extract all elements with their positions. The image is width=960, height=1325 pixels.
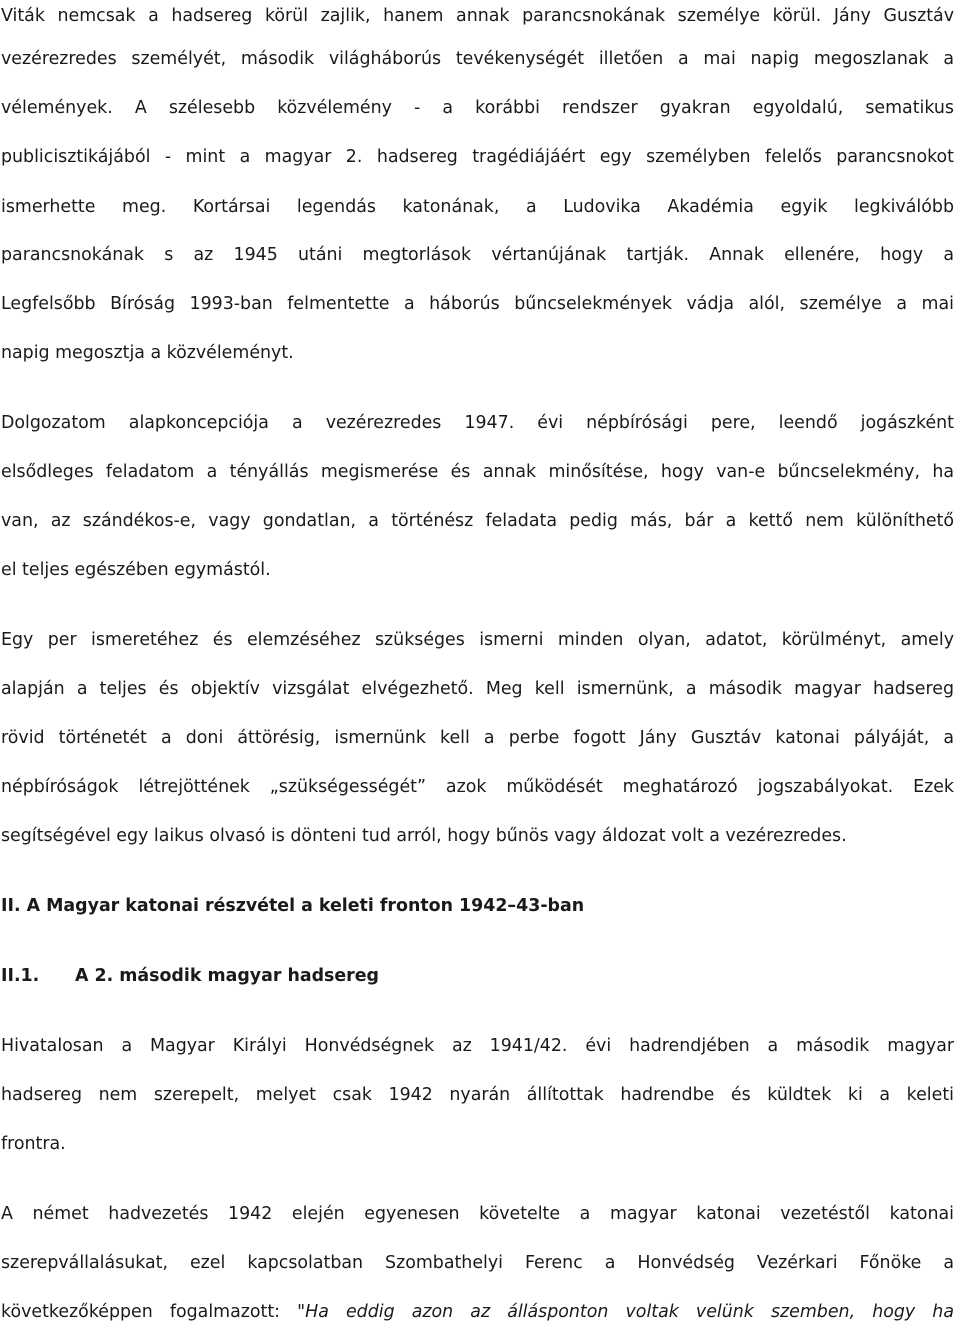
paragraph-3-line-5: segítségével egy laikus olvasó is dönteni tud arról, hogy bűnös vagy áldozat volt a vezérezredes. (1, 826, 847, 846)
paragraph-1-line-7: Legfelsőbb Bíróság 1993-ban felmentette a háborús bűncselekmények vádja alól, személye a mai (1, 294, 954, 314)
quote-text: "Ha eddig azon az állásponton voltak velünk szemben, hogy ha (297, 1302, 954, 1322)
paragraph-1-line-4: publicisztikájából - mint a magyar 2. hadsereg tragédiájáért egy személyben felelős parancsnokot (1, 147, 954, 167)
paragraph-2-line-3: van, az szándékos-e, vagy gondatlan, a történész feladata pedig más, bár a kettő nem különíthető (1, 511, 954, 531)
paragraph-5-line-3 (1, 1300, 954, 1324)
paragraph-3-line-3: rövid történetét a doni áttörésig, ismernünk kell a perbe fogott Jány Gusztáv katonai pályáját, a (1, 728, 954, 748)
section-heading: II. A Magyar katonai részvétel a keleti fronton 1942–43-ban (1, 896, 585, 916)
paragraph-1-line-5: ismerhette meg. Kortársai legendás katonának, a Ludovika Akadémia egyik legkiválóbb (1, 197, 954, 217)
subsection-title: A 2. második magyar hadsereg (75, 966, 379, 986)
quote-intro: következőképpen fogalmazott: (1, 1302, 298, 1322)
paragraph-2-line-2: elsődleges feladatom a tényállás megismerése és annak minősítése, hogy van-e bűncselekmény, ha (1, 462, 954, 482)
paragraph-4-line-3: frontra. (1, 1134, 66, 1154)
paragraph-4-line-2: hadsereg nem szerepelt, melyet csak 1942 nyarán állítottak hadrendbe és küldtek ki a keleti (1, 1085, 954, 1105)
paragraph-1-line-3: vélemények. A szélesebb közvélemény - a korábbi rendszer gyakran egyoldalú, sematikus (1, 98, 954, 118)
paragraph-5-line-2: szerepvállalásukat, ezel kapcsolatban Szombathelyi Ferenc a Honvédség Vezérkari Főnöke a (1, 1253, 954, 1273)
paragraph-1-line-6: parancsnokának s az 1945 utáni megtorlások vértanújának tartják. Annak ellenére, hogy a (1, 245, 954, 265)
paragraph-3-line-2: alapján a teljes és objektív vizsgálat elvégezhető. Meg kell ismernünk, a második magyar hadsereg (1, 679, 954, 699)
paragraph-3-line-4: népbíróságok létrejöttének „szükségességét” azok működését meghatározó jogszabályokat. Ezek (1, 777, 954, 797)
paragraph-4-line-1: Hivatalosan a Magyar Királyi Honvédségnek az 1941/42. évi hadrendjében a második magyar (1, 1036, 954, 1056)
paragraph-1-line-2: vezérezredes személyét, második világháborús tevékenységét illetően a mai napig megoszlanak a (1, 49, 954, 69)
paragraph-1-line-8: napig megosztja a közvéleményt. (1, 343, 294, 363)
subsection-heading (1, 964, 954, 988)
paragraph-1-line-1: Viták nemcsak a hadsereg körül zajlik, hanem annak parancsnokának személye körül. Jány Gusztáv (1, 6, 954, 26)
paragraph-3-line-1: Egy per ismeretéhez és elemzéséhez szükséges ismerni minden olyan, adatot, körülményt, amely (1, 630, 954, 650)
paragraph-2-line-1: Dolgozatom alapkoncepciója a vezérezredes 1947. évi népbírósági pere, leendő jogászként (1, 413, 954, 433)
subsection-number: II.1. (1, 966, 40, 986)
paragraph-2-line-4: el teljes egészében egymástól. (1, 560, 271, 580)
paragraph-5-line-1: A német hadvezetés 1942 elején egyenesen követelte a magyar katonai vezetéstől katonai (1, 1204, 954, 1224)
